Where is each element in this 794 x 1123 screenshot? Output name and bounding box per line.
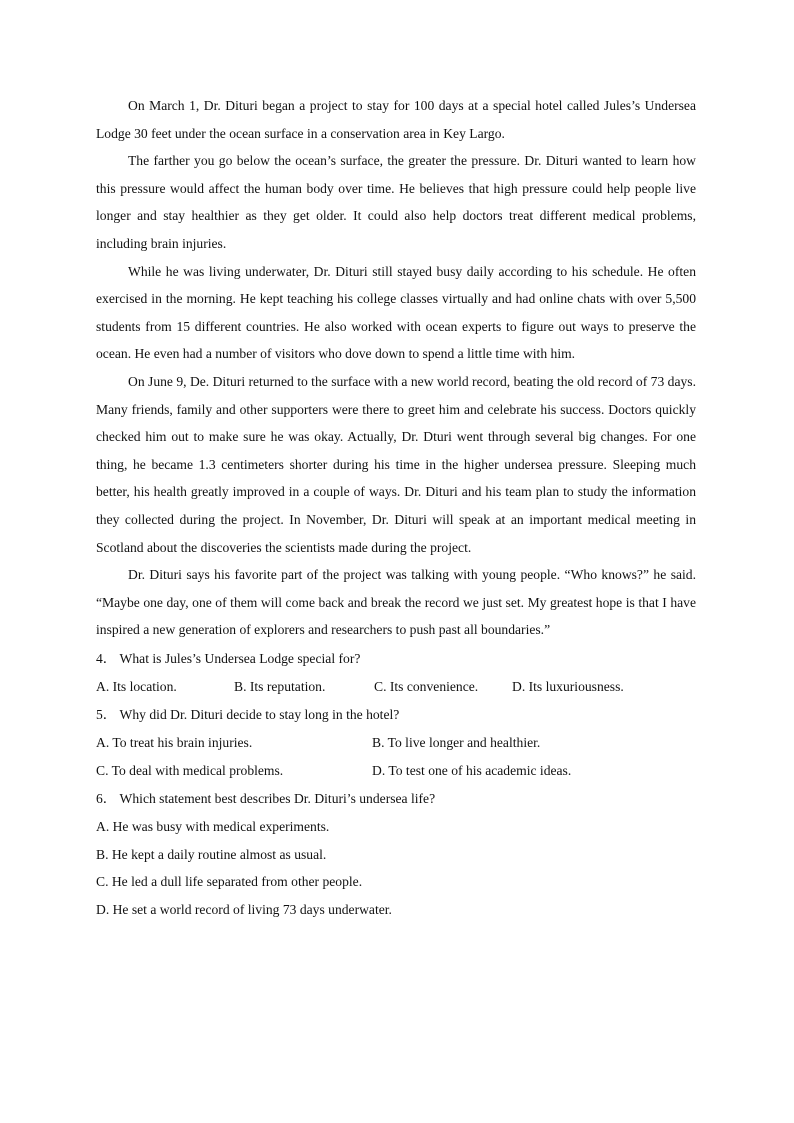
- option-a: A. He was busy with medical experiments.: [96, 819, 330, 835]
- question-stem: 4． What is Jules’s Undersea Lodge special for?: [96, 650, 361, 666]
- question-6: [96, 784, 696, 923]
- option-b: B. He kept a daily routine almost as usual.: [96, 846, 327, 862]
- option-d: D. To test one of his academic ideas.: [372, 762, 572, 778]
- question-4: [96, 644, 696, 701]
- options-row: [96, 757, 696, 785]
- option-a: A. To treat his brain injuries.: [96, 735, 253, 751]
- options-row: [96, 673, 696, 701]
- question-stem: 5． Why did Dr. Dituri decide to stay long in the hotel?: [96, 707, 400, 723]
- question-stem: 6． Which statement best describes Dr. Dituri’s undersea life?: [96, 791, 436, 807]
- question-5: [96, 700, 696, 784]
- passage-paragraph-4: On June 9, De. Dituri returned to the surface with a new world record, beating the old record of 73 days. Many friends, family and other supporters were there to greet him and celebrate his success. Doctors quickly checked him out to make sure he was okay. Actually, Dr. Dturi went through several big changes. For one thing, he became 1.3 centimeters shorter during his time in the higher undersea pressure. Sleeping much better, his health greatly improved in a couple of ways. Dr. Dituri and his team plan to study the information they collected during the project. In November, Dr. Dituri will speak at an important medical meeting in Scotland about the discoveries the scientists made during the project.: [96, 373, 696, 555]
- option-a: A. Its location.: [96, 678, 177, 694]
- passage-paragraph-1: On March 1, Dr. Dituri began a project to stay for 100 days at a special hotel called Jules’s Undersea Lodge 30 feet under the ocean surface in a conservation area in Key Largo.: [96, 98, 696, 141]
- passage-paragraph-5: Dr. Dituri says his favorite part of the project was talking with young people. “Who knows?” he said. “Maybe one day, one of them will come back and break the record we just set. My greatest hope is that I have inspired a new generation of explorers and researchers to push past all boundaries.”: [96, 567, 696, 638]
- passage-paragraph-2: The farther you go below the ocean’s surface, the greater the pressure. Dr. Dituri wanted to learn how this pressure would affect the human body over time. He believes that high pressure could help people live longer and stay healthier as they get older. It could also help doctors treat different medical problems, including brain injuries.: [96, 153, 696, 251]
- option-b: B. To live longer and healthier.: [372, 735, 541, 751]
- option-b: B. Its reputation.: [234, 678, 326, 694]
- options-row: [96, 729, 696, 757]
- passage-paragraph-3: While he was living underwater, Dr. Dituri still stayed busy daily according to his schedule. He often exercised in the morning. He kept teaching his college classes virtually and had online chats with over 5,500 students from 15 different countries. He also worked with ocean experts to figure out ways to preserve the ocean. He even had a number of visitors who dove down to spend a little time with him.: [96, 263, 696, 362]
- option-d: D. He set a world record of living 73 days underwater.: [96, 901, 392, 917]
- option-d: D. Its luxuriousness.: [512, 678, 624, 694]
- document-page: [96, 92, 696, 923]
- option-c: C. He led a dull life separated from other people.: [96, 874, 363, 890]
- option-c: C. Its convenience.: [374, 678, 479, 694]
- option-c: C. To deal with medical problems.: [96, 762, 284, 778]
